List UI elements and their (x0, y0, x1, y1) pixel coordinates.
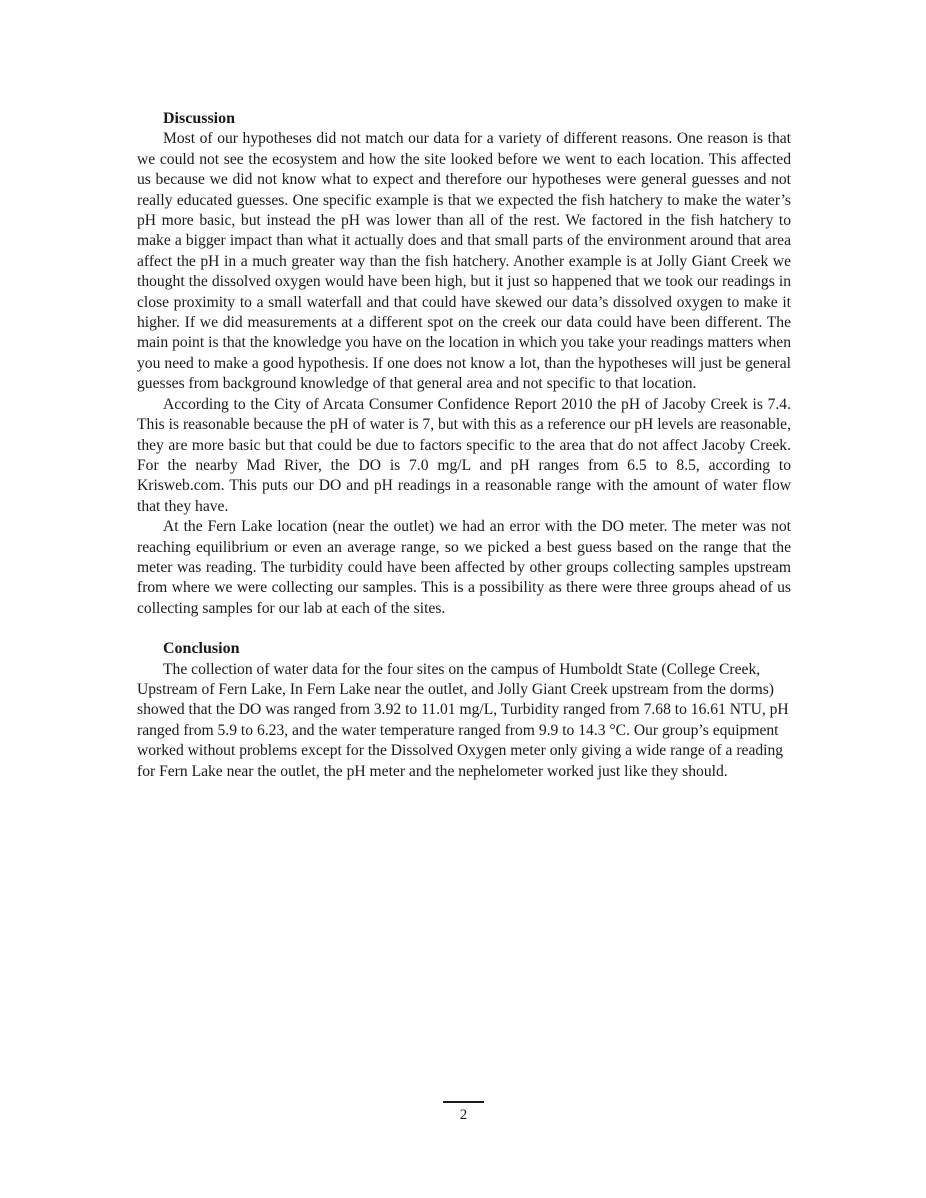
footer-rule (443, 1101, 484, 1103)
section-spacer (137, 619, 791, 639)
conclusion-heading: Conclusion (163, 640, 240, 658)
discussion-paragraph: Most of our hypotheses did not match our data for a variety of different reasons. One reason is that we could not see the ecosystem and how the site looked before we went to each location. This affected us because we did not know what to expect and therefore our hypotheses were general guesses and not really educated guesses. One specific example is that we expected the fish hatchery to make the water’s pH more basic, but instead the pH was lower than all of the rest. We factored in the fish hatchery to make a bigger impact than what it actually does and that small parts of the environment around that area affect the pH in a much greater way than the fish hatchery. Another example is at Jolly Giant Creek we thought the dissolved oxygen would have been high, but it just so happened that we took our readings in close proximity to a small waterfall and that could have skewed our data’s dissolved oxygen to make it higher. If we did measurements at a different spot on the creek our data could have been different. The main point is that the knowledge you have on the location in which you take your readings matters when you need to make a good hypothesis. If one does not know a lot, than the hypotheses will just be general guesses from background knowledge of that general area and not specific to that location. (137, 130, 791, 393)
discussion-heading: Discussion (163, 110, 236, 127)
discussion-paragraph: At the Fern Lake location (near the outlet) we had an error with the DO meter. The meter was not reaching equilibrium or even an average range, so we picked a best guess based on the range that the meter was reading. The turbidity could have been affected by other groups collecting samples upstream from where we were collecting our samples. This is a possibility as there were three groups ahead of us collecting samples for our lab at each of the sites. (137, 518, 791, 617)
discussion-section (137, 109, 791, 619)
conclusion-section (137, 639, 791, 782)
conclusion-paragraph: The collection of water data for the four sites on the campus of Humboldt State (College Creek, Upstream of Fern Lake, In Fern Lake near the outlet, and Jolly Giant Creek upstream from the dorms) showed that the DO was ranged from 3.92 to 11.01 mg/L, Turbidity ranged from 7.68 to 16.61 NTU, pH ranged from 5.9 to 6.23, and the water temperature ranged from 9.9 to 14.3 °C. Our group’s equipment worked without problems except for the Dissolved Oxygen meter only giving a wide range of a reading for Fern Lake near the outlet, the pH meter and the nephelometer worked just like they should. (137, 660, 789, 780)
document-page (137, 109, 791, 782)
discussion-paragraph: According to the City of Arcata Consumer Confidence Report 2010 the pH of Jacoby Creek is 7.4. This is reasonable because the pH of water is 7, but with this as a reference our pH levels are reasonable, they are more basic but that could be due to factors specific to the area that do not affect Jacoby Creek. For the nearby Mad River, the DO is 7.0 mg/L and pH ranges from 6.5 to 8.5, according to Krisweb.com. This puts our DO and pH readings in a reasonable range with the amount of water flow that they have. (137, 395, 791, 515)
page-number: 2 (459, 1107, 468, 1123)
